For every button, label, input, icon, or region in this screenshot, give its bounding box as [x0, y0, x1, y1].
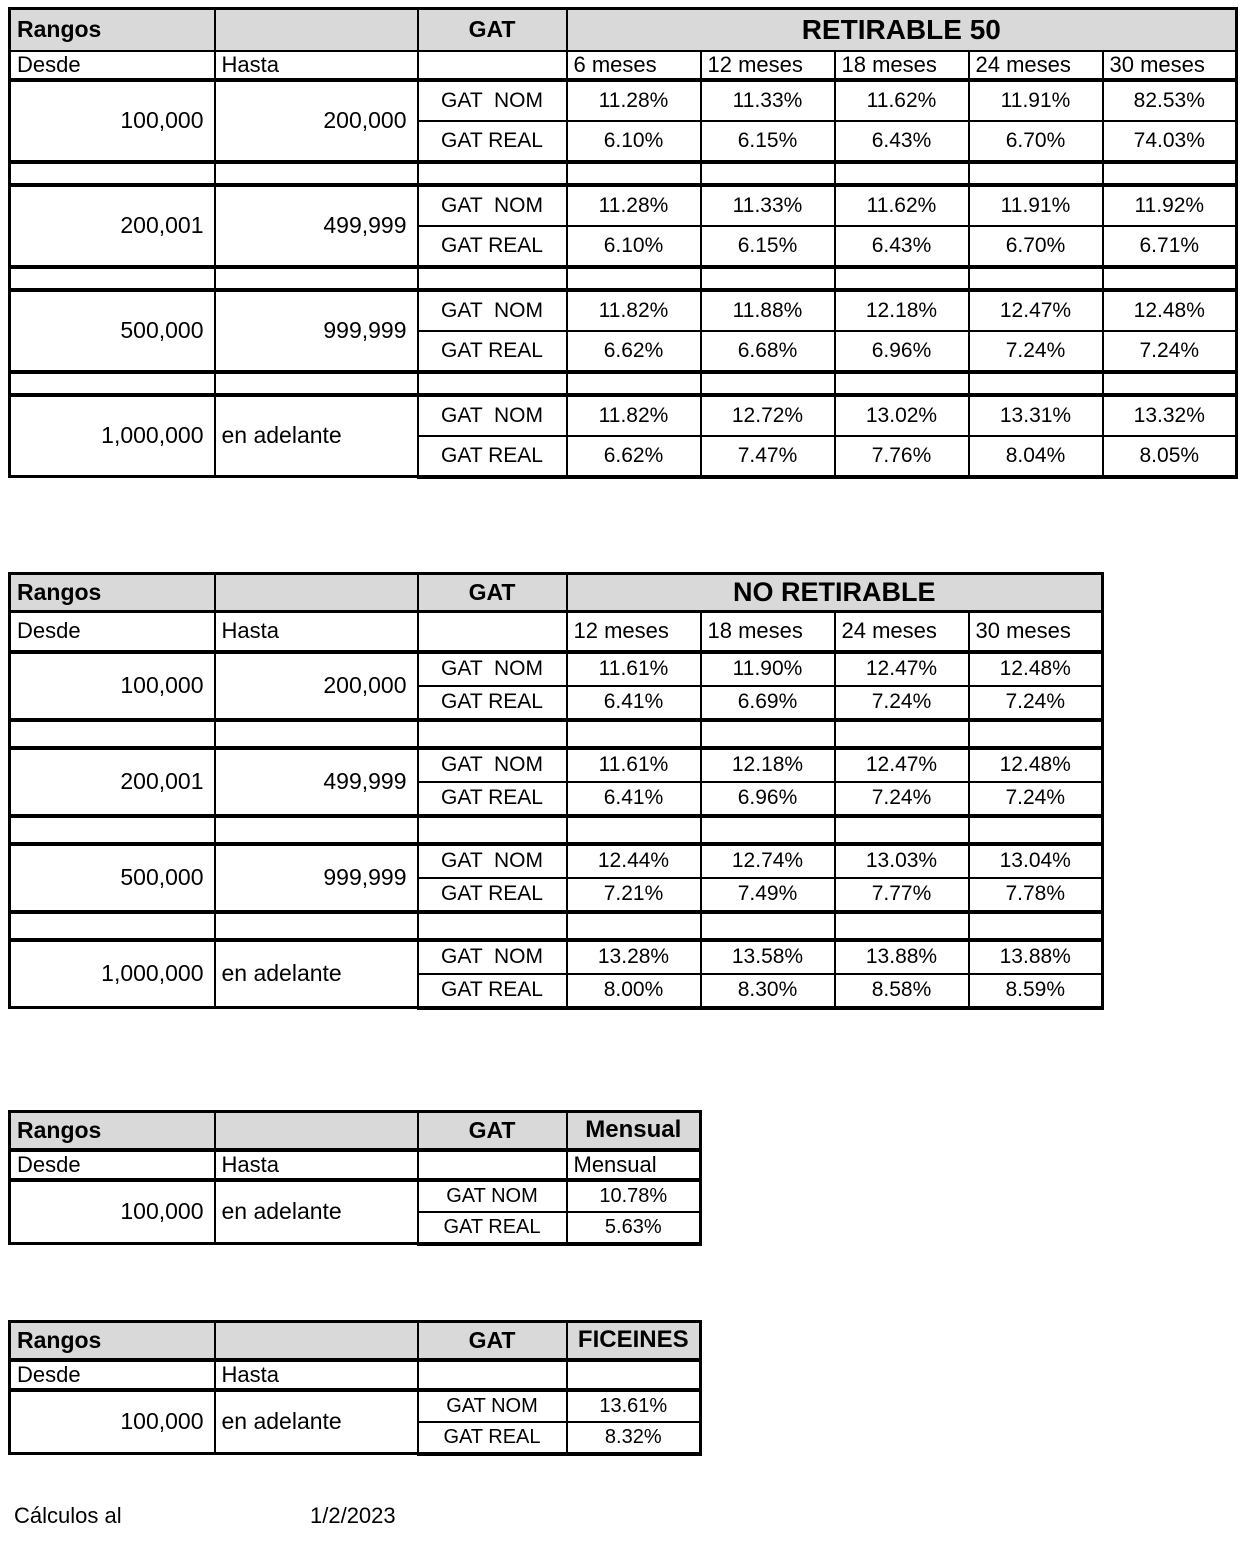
- spacer-cell: [1103, 267, 1237, 290]
- gat-nom-value: 13.31%: [969, 395, 1103, 436]
- gat-real-value: 7.77%: [835, 878, 969, 912]
- gat-nom-value: 13.28%: [567, 940, 701, 974]
- gat-real-value: 8.05%: [1103, 436, 1237, 477]
- spacer-cell: [418, 912, 567, 940]
- gat-real-value: 6.62%: [567, 436, 701, 477]
- range-hasta-value: 499,999: [215, 185, 418, 267]
- gat-real-label: GAT REAL: [418, 226, 567, 267]
- term-column-header: [567, 1360, 701, 1390]
- subheader-empty-cell: [418, 51, 567, 80]
- gat-real-value: 6.43%: [835, 121, 969, 162]
- gat-nom-value: 12.48%: [969, 652, 1103, 686]
- range-desde-value: 100,000: [10, 652, 215, 720]
- gat-nom-value: 11.28%: [567, 80, 701, 121]
- rangos-header: Rangos: [10, 9, 215, 51]
- gat-nom-value: 12.18%: [835, 290, 969, 331]
- gat-real-value: 6.41%: [567, 782, 701, 816]
- footer-note: [14, 1503, 614, 1529]
- term-column-header: 12 meses: [701, 51, 835, 80]
- spacer-cell: [10, 816, 215, 844]
- gat-nom-value: 11.61%: [567, 652, 701, 686]
- table-row: [10, 748, 1103, 782]
- gat-real-value: 7.76%: [835, 436, 969, 477]
- header-empty-cell: [215, 1112, 418, 1150]
- gat-nom-label: GAT NOM: [418, 290, 567, 331]
- spacer-cell: [567, 372, 701, 395]
- range-desde-value: 100,000: [10, 1180, 215, 1244]
- mensual-table-section: [8, 1110, 702, 1246]
- gat-nom-value: 12.48%: [1103, 290, 1237, 331]
- gat-real-label: GAT REAL: [418, 331, 567, 372]
- table-row: [10, 1180, 701, 1212]
- gat-nom-value: 12.72%: [701, 395, 835, 436]
- gat-real-label: GAT REAL: [418, 1212, 567, 1244]
- gat-real-label: GAT REAL: [418, 878, 567, 912]
- spacer-cell: [10, 372, 215, 395]
- rate-table-ficeines: [8, 1320, 702, 1456]
- term-column-header: 30 meses: [969, 612, 1103, 652]
- table-row: [10, 844, 1103, 878]
- gat-real-value: 6.10%: [567, 226, 701, 267]
- gat-nom-value: 13.32%: [1103, 395, 1237, 436]
- gat-nom-value: 11.61%: [567, 748, 701, 782]
- subheader-empty-cell: [418, 612, 567, 652]
- gat-real-value: 8.58%: [835, 974, 969, 1008]
- term-column-header: 18 meses: [835, 51, 969, 80]
- gat-nom-label: GAT NOM: [418, 185, 567, 226]
- gat-nom-label: GAT NOM: [418, 748, 567, 782]
- range-desde-value: 100,000: [10, 1390, 215, 1454]
- table-row: [10, 652, 1103, 686]
- gat-nom-value: 11.62%: [835, 185, 969, 226]
- spacer-cell: [1103, 372, 1237, 395]
- range-desde-value: 100,000: [10, 80, 215, 162]
- table-row: [10, 612, 1103, 652]
- no-retirable-table-section: [8, 572, 1104, 1010]
- spacer-cell: [969, 372, 1103, 395]
- spacer-cell: [10, 912, 215, 940]
- table-row: [10, 1360, 701, 1390]
- gat-real-value: 7.78%: [969, 878, 1103, 912]
- gat-real-value: 7.24%: [835, 782, 969, 816]
- hasta-column-header: Hasta: [215, 1360, 418, 1390]
- gat-real-value: 7.24%: [835, 686, 969, 720]
- subheader-empty-cell: [418, 1360, 567, 1390]
- range-desde-value: 500,000: [10, 844, 215, 912]
- gat-real-value: 8.59%: [969, 974, 1103, 1008]
- gat-nom-label: GAT NOM: [418, 844, 567, 878]
- hasta-column-header: Hasta: [215, 51, 418, 80]
- spacer-cell: [835, 372, 969, 395]
- table-row: [10, 574, 1103, 612]
- gat-real-value: 6.68%: [701, 331, 835, 372]
- gat-nom-value: 13.88%: [835, 940, 969, 974]
- rate-table-no-retirable: [8, 572, 1104, 1010]
- gat-nom-value: 11.33%: [701, 185, 835, 226]
- gat-nom-value: 12.18%: [701, 748, 835, 782]
- table-row: [10, 1322, 701, 1360]
- gat-nom-value: 13.58%: [701, 940, 835, 974]
- table-title: FICEINES: [567, 1322, 701, 1360]
- gat-real-label: GAT REAL: [418, 974, 567, 1008]
- header-empty-cell: [215, 574, 418, 612]
- table-row: [10, 912, 1103, 940]
- rangos-header: Rangos: [10, 1322, 215, 1360]
- gat-nom-value: 13.04%: [969, 844, 1103, 878]
- gat-header: GAT: [418, 574, 567, 612]
- gat-real-label: GAT REAL: [418, 782, 567, 816]
- gat-nom-value: 12.47%: [835, 748, 969, 782]
- gat-nom-label: GAT NOM: [418, 940, 567, 974]
- range-hasta-value: en adelante: [215, 395, 418, 477]
- gat-real-value: 6.70%: [969, 121, 1103, 162]
- table-row: [10, 395, 1237, 436]
- spacer-cell: [701, 372, 835, 395]
- gat-real-value: 6.71%: [1103, 226, 1237, 267]
- gat-nom-value: 12.44%: [567, 844, 701, 878]
- gat-real-value: 6.43%: [835, 226, 969, 267]
- spacer-cell: [10, 162, 215, 185]
- gat-nom-value: 11.92%: [1103, 185, 1237, 226]
- range-desde-value: 1,000,000: [10, 395, 215, 477]
- gat-real-label: GAT REAL: [418, 121, 567, 162]
- spacer-cell: [567, 162, 701, 185]
- gat-nom-value: 12.48%: [969, 748, 1103, 782]
- gat-real-value: 6.70%: [969, 226, 1103, 267]
- gat-nom-value: 12.74%: [701, 844, 835, 878]
- table-row: [10, 372, 1237, 395]
- table-title: Mensual: [567, 1112, 701, 1150]
- table-row: [10, 267, 1237, 290]
- table-title: RETIRABLE 50: [567, 9, 1237, 51]
- range-hasta-value: en adelante: [215, 940, 418, 1008]
- gat-real-label: GAT REAL: [418, 686, 567, 720]
- table-row: [10, 1390, 701, 1422]
- spacer-cell: [418, 372, 567, 395]
- gat-nom-value: 13.02%: [835, 395, 969, 436]
- gat-real-value: 6.69%: [701, 686, 835, 720]
- gat-real-label: GAT REAL: [418, 1422, 567, 1454]
- table-row: [10, 816, 1103, 844]
- desde-column-header: Desde: [10, 1360, 215, 1390]
- rate-table-mensual: [8, 1110, 702, 1246]
- table-row: [10, 1112, 701, 1150]
- range-hasta-value: 200,000: [215, 80, 418, 162]
- gat-nom-value: 11.88%: [701, 290, 835, 331]
- spacer-cell: [835, 912, 969, 940]
- spacer-cell: [418, 720, 567, 748]
- gat-real-value: 6.62%: [567, 331, 701, 372]
- range-desde-value: 200,001: [10, 185, 215, 267]
- term-column-header: 24 meses: [835, 612, 969, 652]
- range-hasta-value: 200,000: [215, 652, 418, 720]
- spacer-cell: [969, 816, 1103, 844]
- rate-table-retirable-50: [8, 7, 1238, 479]
- spacer-cell: [835, 162, 969, 185]
- gat-nom-value: 12.47%: [969, 290, 1103, 331]
- desde-column-header: Desde: [10, 1150, 215, 1180]
- spacer-cell: [969, 912, 1103, 940]
- gat-header: GAT: [418, 1112, 567, 1150]
- gat-real-value: 7.24%: [969, 331, 1103, 372]
- table-row: [10, 9, 1237, 51]
- spacer-cell: [969, 267, 1103, 290]
- gat-nom-value: 11.28%: [567, 185, 701, 226]
- gat-real-value: 7.24%: [1103, 331, 1237, 372]
- gat-nom-label: GAT NOM: [418, 652, 567, 686]
- gat-nom-value: 11.82%: [567, 290, 701, 331]
- gat-nom-value: 11.62%: [835, 80, 969, 121]
- table-row: [10, 720, 1103, 748]
- calculation-date: 1/2/2023: [310, 1503, 396, 1528]
- range-hasta-value: 999,999: [215, 844, 418, 912]
- header-empty-cell: [215, 9, 418, 51]
- gat-real-value: 7.47%: [701, 436, 835, 477]
- spacer-cell: [1103, 162, 1237, 185]
- gat-nom-label: GAT NOM: [418, 1180, 567, 1212]
- gat-real-value: 6.41%: [567, 686, 701, 720]
- gat-real-value: 74.03%: [1103, 121, 1237, 162]
- gat-nom-value: 13.61%: [567, 1390, 701, 1422]
- gat-nom-value: 82.53%: [1103, 80, 1237, 121]
- range-hasta-value: en adelante: [215, 1390, 418, 1454]
- spacer-cell: [835, 816, 969, 844]
- desde-column-header: Desde: [10, 51, 215, 80]
- spacer-cell: [701, 720, 835, 748]
- gat-nom-value: 12.47%: [835, 652, 969, 686]
- table-row: [10, 80, 1237, 121]
- spacer-cell: [835, 720, 969, 748]
- term-column-header: 24 meses: [969, 51, 1103, 80]
- gat-real-value: 8.04%: [969, 436, 1103, 477]
- spacer-cell: [567, 912, 701, 940]
- gat-nom-value: 11.90%: [701, 652, 835, 686]
- gat-nom-value: 10.78%: [567, 1180, 701, 1212]
- gat-real-value: 7.24%: [969, 782, 1103, 816]
- gat-real-value: 6.96%: [701, 782, 835, 816]
- spacer-cell: [215, 816, 418, 844]
- gat-real-value: 5.63%: [567, 1212, 701, 1244]
- spacer-cell: [215, 162, 418, 185]
- term-column-header: 18 meses: [701, 612, 835, 652]
- gat-real-value: 7.49%: [701, 878, 835, 912]
- spacer-cell: [215, 912, 418, 940]
- spacer-cell: [969, 162, 1103, 185]
- spacer-cell: [835, 267, 969, 290]
- spacer-cell: [215, 372, 418, 395]
- spacer-cell: [567, 816, 701, 844]
- spacer-cell: [969, 720, 1103, 748]
- spacer-cell: [10, 720, 215, 748]
- ficeines-table-section: [8, 1320, 702, 1456]
- range-desde-value: 200,001: [10, 748, 215, 816]
- gat-header: GAT: [418, 9, 567, 51]
- desde-column-header: Desde: [10, 612, 215, 652]
- table-row: [10, 162, 1237, 185]
- spacer-cell: [418, 162, 567, 185]
- gat-real-value: 6.15%: [701, 226, 835, 267]
- table-title: NO RETIRABLE: [567, 574, 1103, 612]
- spacer-cell: [215, 267, 418, 290]
- spacer-cell: [701, 162, 835, 185]
- table-row: [10, 940, 1103, 974]
- gat-nom-value: 11.91%: [969, 185, 1103, 226]
- table-row: [10, 185, 1237, 226]
- spacer-cell: [701, 816, 835, 844]
- spacer-cell: [567, 267, 701, 290]
- table-row: [10, 290, 1237, 331]
- spacer-cell: [418, 267, 567, 290]
- gat-nom-value: 11.91%: [969, 80, 1103, 121]
- subheader-empty-cell: [418, 1150, 567, 1180]
- range-hasta-value: 499,999: [215, 748, 418, 816]
- gat-nom-value: 13.03%: [835, 844, 969, 878]
- spacer-cell: [10, 267, 215, 290]
- term-column-header: 12 meses: [567, 612, 701, 652]
- gat-nom-value: 13.88%: [969, 940, 1103, 974]
- gat-real-value: 6.15%: [701, 121, 835, 162]
- gat-real-value: 8.30%: [701, 974, 835, 1008]
- term-column-header: Mensual: [567, 1150, 701, 1180]
- spacer-cell: [701, 912, 835, 940]
- retirable-50-table-section: [8, 7, 1238, 479]
- gat-nom-value: 11.33%: [701, 80, 835, 121]
- spacer-cell: [418, 816, 567, 844]
- gat-nom-label: GAT NOM: [418, 395, 567, 436]
- gat-real-value: 6.96%: [835, 331, 969, 372]
- rangos-header: Rangos: [10, 574, 215, 612]
- table-row: [10, 1150, 701, 1180]
- gat-real-value: 7.21%: [567, 878, 701, 912]
- spacer-cell: [567, 720, 701, 748]
- gat-header: GAT: [418, 1322, 567, 1360]
- header-empty-cell: [215, 1322, 418, 1360]
- gat-real-value: 6.10%: [567, 121, 701, 162]
- spacer-cell: [701, 267, 835, 290]
- term-column-header: 6 meses: [567, 51, 701, 80]
- hasta-column-header: Hasta: [215, 612, 418, 652]
- spacer-cell: [215, 720, 418, 748]
- range-desde-value: 500,000: [10, 290, 215, 372]
- gat-real-value: 8.00%: [567, 974, 701, 1008]
- gat-real-value: 7.24%: [969, 686, 1103, 720]
- range-hasta-value: 999,999: [215, 290, 418, 372]
- term-column-header: 30 meses: [1103, 51, 1237, 80]
- hasta-column-header: Hasta: [215, 1150, 418, 1180]
- gat-real-label: GAT REAL: [418, 436, 567, 477]
- table-row: [10, 51, 1237, 80]
- gat-nom-label: GAT NOM: [418, 1390, 567, 1422]
- range-hasta-value: en adelante: [215, 1180, 418, 1244]
- gat-nom-value: 11.82%: [567, 395, 701, 436]
- footer-label: Cálculos al: [14, 1503, 122, 1528]
- rangos-header: Rangos: [10, 1112, 215, 1150]
- gat-real-value: 8.32%: [567, 1422, 701, 1454]
- range-desde-value: 1,000,000: [10, 940, 215, 1008]
- gat-nom-label: GAT NOM: [418, 80, 567, 121]
